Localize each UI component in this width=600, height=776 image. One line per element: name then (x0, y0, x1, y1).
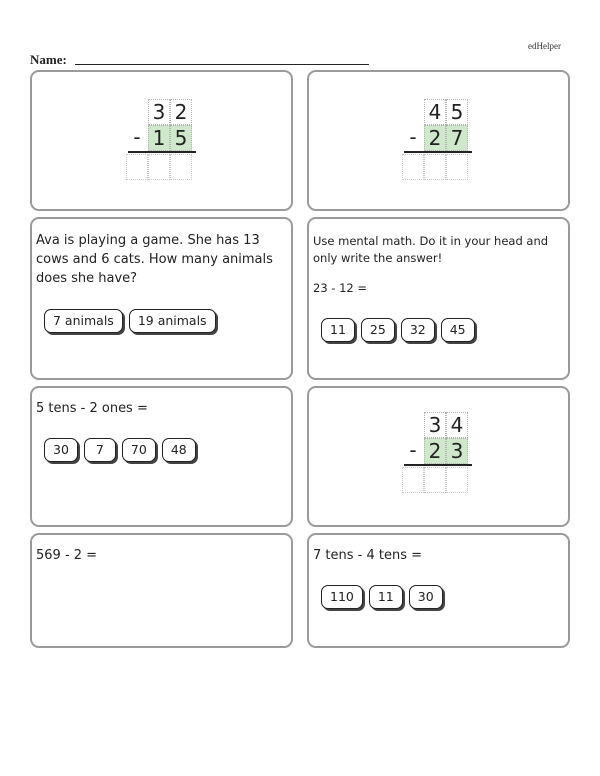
choice-button[interactable]: 110 (321, 585, 363, 609)
bottom-digit-tens: 2 (424, 438, 446, 464)
answer-cell-hundreds[interactable] (402, 154, 424, 180)
expression-text: 569 - 2 = (36, 548, 98, 563)
top-digit-tens: 3 (424, 412, 446, 438)
choice-button[interactable]: 45 (441, 318, 475, 342)
choice-button[interactable]: 11 (321, 318, 355, 342)
expression-text: 7 tens - 4 tens = (313, 548, 423, 563)
word-problem-text: Ava is playing a game. She has 13 cows and 6 cats. How many animals does she have? (36, 233, 273, 286)
problem-card-1 (30, 70, 293, 211)
answer-cell-hundreds[interactable] (402, 467, 424, 493)
choice-button[interactable]: 70 (122, 438, 156, 462)
minus-sign: - (409, 438, 417, 462)
bottom-digit-ones: 5 (170, 125, 192, 151)
name-line[interactable] (75, 64, 369, 65)
choice-button[interactable]: 48 (162, 438, 196, 462)
bottom-digit-tens: 2 (424, 125, 446, 151)
answer-cell-hundreds[interactable] (126, 154, 148, 180)
mental-math-card (307, 217, 570, 380)
tens-ones-card (30, 386, 293, 527)
name-label: Name: (30, 52, 67, 67)
choice-button[interactable]: 7 (84, 438, 116, 462)
problem-card-2 (307, 70, 570, 211)
bottom-digit-ones: 7 (446, 125, 468, 151)
choice-button[interactable]: 19 animals (129, 309, 216, 333)
choice-button[interactable]: 11 (369, 585, 403, 609)
top-digit-tens: 3 (148, 99, 170, 125)
word-problem-card (30, 217, 293, 380)
bottom-digit-tens: 1 (148, 125, 170, 151)
expression-text: 23 - 12 = (313, 281, 368, 295)
minus-sign: - (133, 125, 141, 149)
bottom-digit-ones: 3 (446, 438, 468, 464)
minus-sign: - (409, 125, 417, 149)
choice-button[interactable]: 7 animals (44, 309, 123, 333)
answer-choices (321, 318, 475, 342)
choice-button[interactable]: 30 (409, 585, 443, 609)
choice-button[interactable]: 32 (401, 318, 435, 342)
brand-label: edHelper (528, 41, 561, 51)
answer-cell-ones[interactable] (170, 154, 192, 180)
answer-cell-tens[interactable] (424, 154, 446, 180)
answer-choices (44, 309, 216, 333)
answer-cell-tens[interactable] (424, 467, 446, 493)
instruction-text: Use mental math. Do it in your head and only write the answer! (313, 234, 549, 265)
tens-tens-card (307, 533, 570, 648)
top-digit-tens: 4 (424, 99, 446, 125)
top-digit-ones: 4 (446, 412, 468, 438)
top-digit-ones: 5 (446, 99, 468, 125)
subtraction-card (30, 533, 293, 648)
answer-cell-ones[interactable] (446, 467, 468, 493)
answer-rule (404, 464, 472, 466)
problem-card-6 (307, 386, 570, 527)
answer-cell-tens[interactable] (148, 154, 170, 180)
answer-cell-ones[interactable] (446, 154, 468, 180)
top-digit-ones: 2 (170, 99, 192, 125)
answer-rule (128, 151, 196, 153)
answer-choices (321, 585, 443, 609)
answer-choices (44, 438, 196, 462)
choice-button[interactable]: 25 (361, 318, 395, 342)
answer-rule (404, 151, 472, 153)
expression-text: 5 tens - 2 ones = (36, 401, 148, 416)
choice-button[interactable]: 30 (44, 438, 78, 462)
